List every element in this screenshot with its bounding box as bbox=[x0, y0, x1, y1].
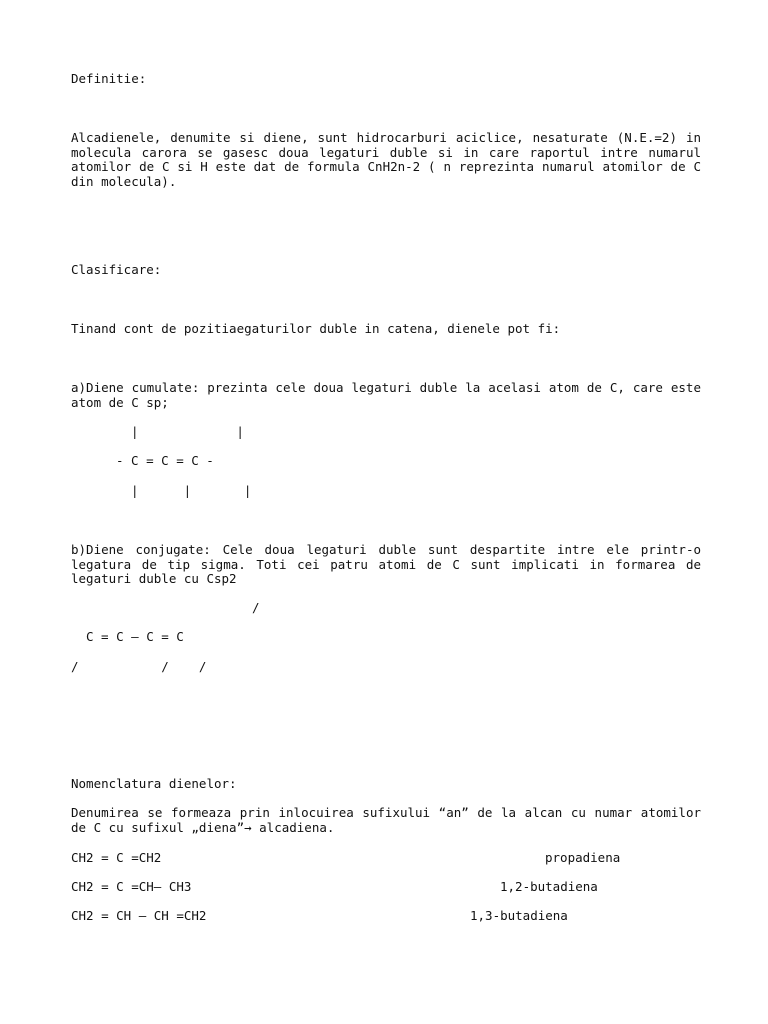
cumulate-dienes-paragraph: a)Diene cumulate: prezinta cele doua legaturi duble la acelasi atom de C, care este atom de C sp; bbox=[71, 380, 701, 410]
example-name: 1,3-butadiena bbox=[470, 908, 568, 923]
example-formula: CH2 = CH – CH =CH2 bbox=[71, 908, 207, 923]
classification-intro: Tinand cont de pozitiaegaturilor duble in catena, dienele pot fi: bbox=[71, 321, 561, 336]
example-formula: CH2 = C =CH2 bbox=[71, 850, 162, 865]
conjugate-dienes-paragraph: b)Diene conjugate: Cele doua legaturi duble sunt despartite intre ele printr-o legatura de tip sigma. Toti cei patru atomi de C sunt implicati in formarea de legaturi duble cu Csp2 bbox=[71, 542, 701, 586]
definition-paragraph: Alcadienele, denumite si diene, sunt hidrocarburi aciclice, nesaturate (N.E.=2) in molecula carora se gasesc doua legaturi duble si in care raportul intre numarul atomilor de C si H este dat de formula CnH2n-2 ( n reprezinta numarul atomilor de C din molecula). bbox=[71, 130, 701, 189]
cumulate-structure-top-bonds: | | bbox=[131, 424, 244, 439]
conjugate-structure-bottom-bonds: / / / bbox=[71, 659, 207, 674]
heading-classification: Clasificare: bbox=[71, 262, 162, 277]
conjugate-structure-chain: C = C – C = C bbox=[86, 629, 184, 644]
cumulate-structure-chain: - C = C = C - bbox=[116, 453, 214, 468]
heading-definition: Definitie: bbox=[71, 71, 147, 86]
conjugate-structure-top-bond: / bbox=[252, 600, 260, 615]
example-name: propadiena bbox=[545, 850, 621, 865]
cumulate-structure-bottom-bonds: | | | bbox=[131, 483, 252, 498]
heading-nomenclature: Nomenclatura dienelor: bbox=[71, 776, 237, 791]
nomenclature-paragraph: Denumirea se formeaza prin inlocuirea sufixului “an” de la alcan cu numar atomilor de C cu sufixul „diena”→ alcadiena. bbox=[71, 805, 701, 835]
example-name: 1,2-butadiena bbox=[500, 879, 598, 894]
example-formula: CH2 = C =CH– CH3 bbox=[71, 879, 192, 894]
